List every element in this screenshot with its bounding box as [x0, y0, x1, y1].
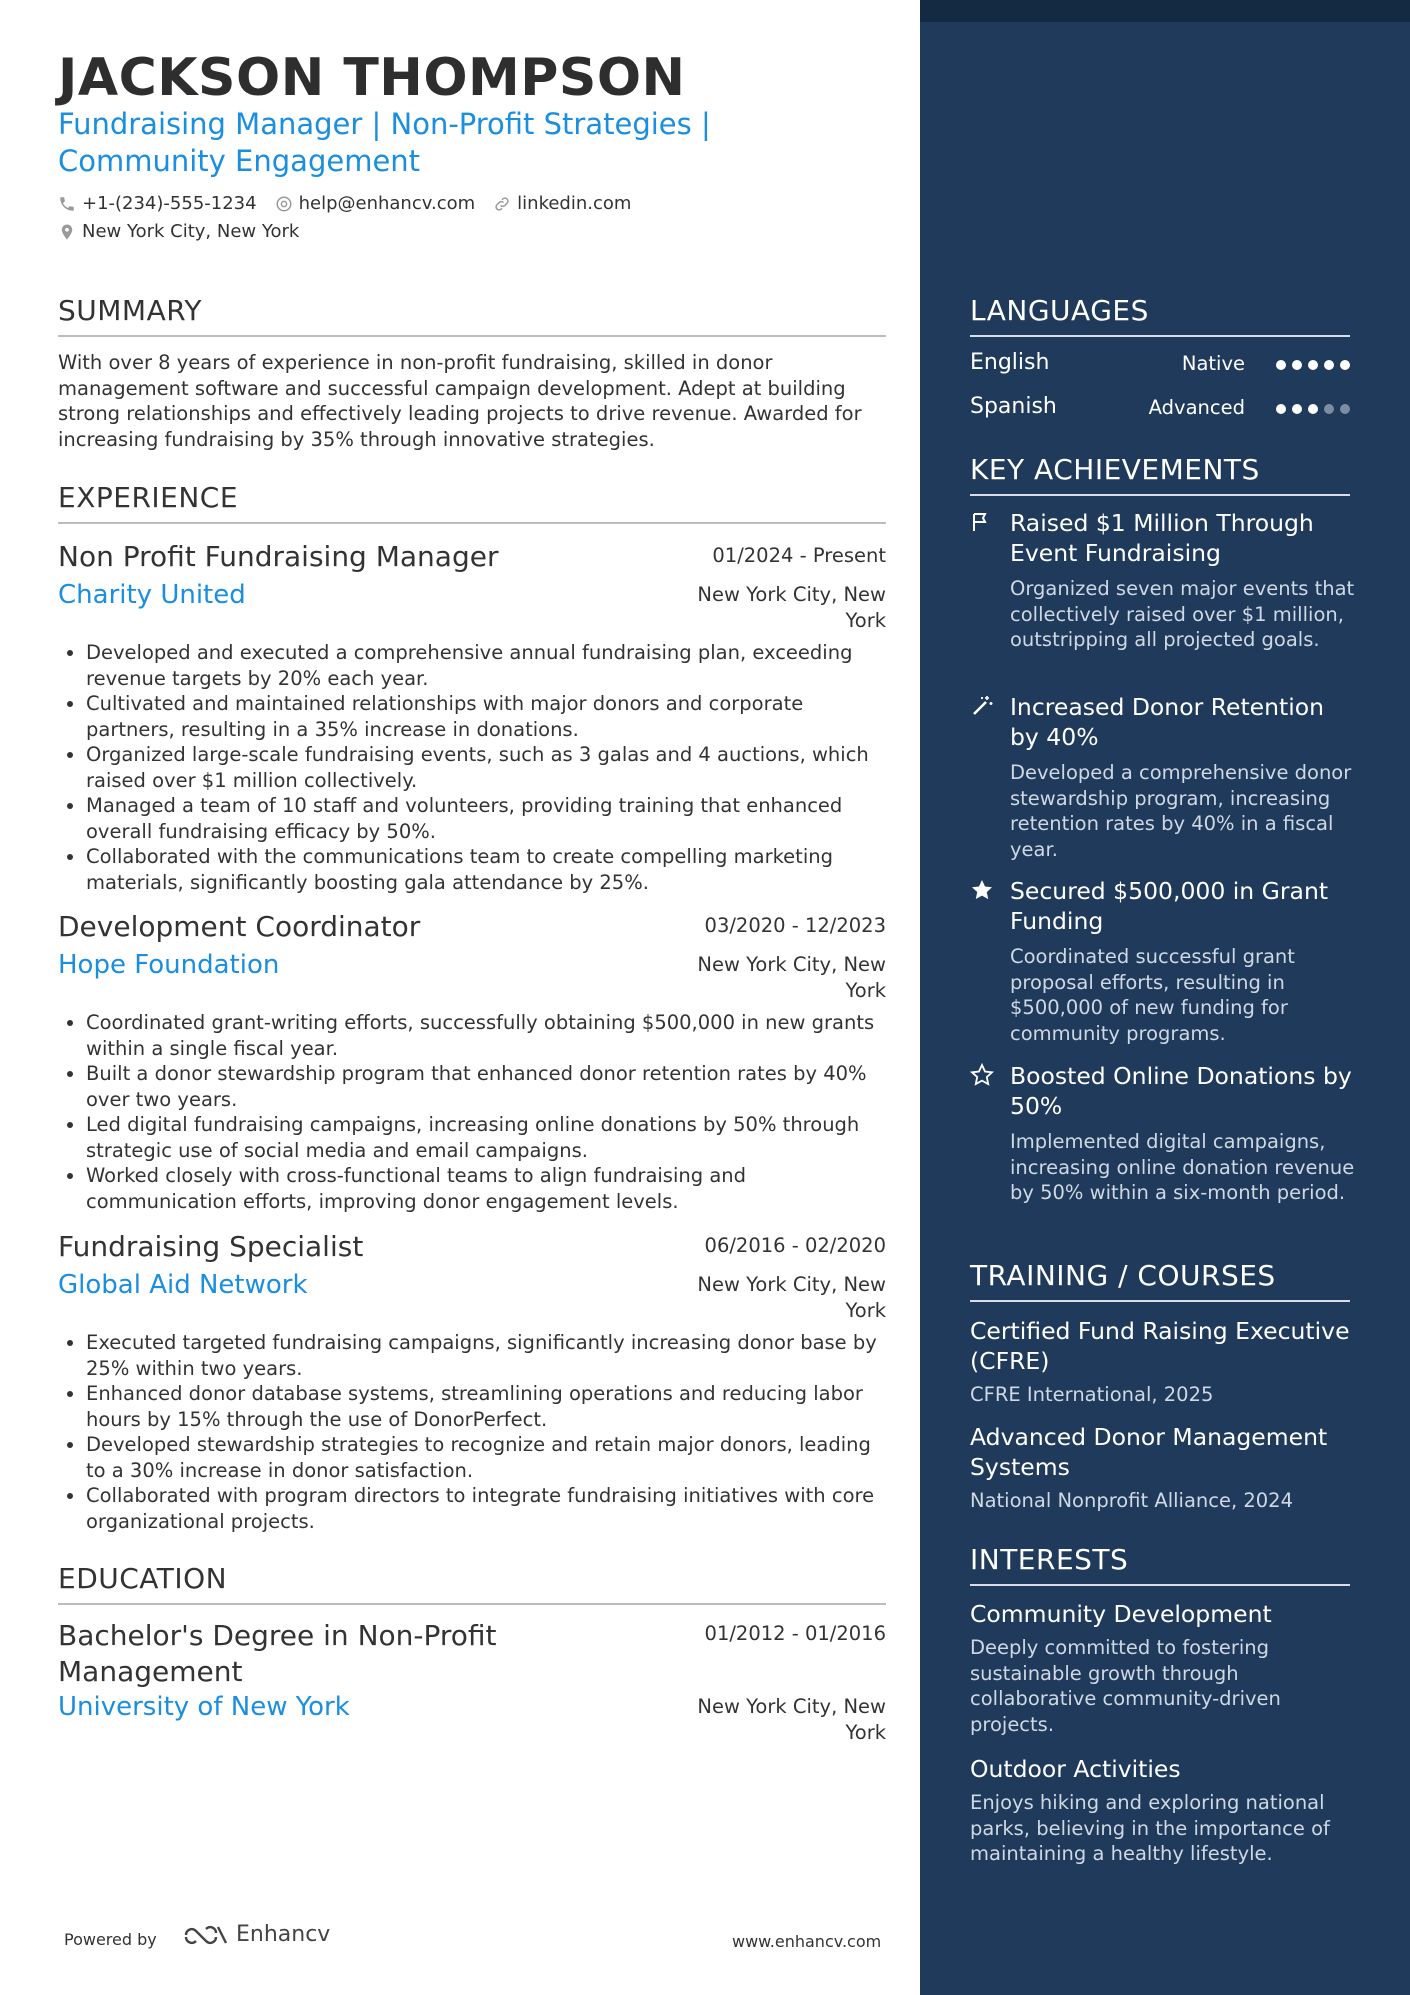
- bullet: • Developed stewardship strategies to recognize and retain major donors, leading to a 30% increase in donor satisfaction.: [86, 1432, 886, 1483]
- job-header: [58, 910, 886, 950]
- job-date: 03/2020 - 12/2023: [704, 914, 886, 937]
- course-item: [970, 1422, 1350, 1514]
- experience-heading: EXPERIENCE: [58, 481, 886, 524]
- education-location: New York City, New York: [697, 1695, 886, 1744]
- language-name: Spanish: [970, 394, 1057, 419]
- school-name: University of New York: [58, 1692, 350, 1722]
- languages-heading: LANGUAGES: [970, 294, 1350, 337]
- bullet: • Cultivated and maintained relationships with major donors and corporate partners, resulting in a 35% increase in donations.: [86, 691, 886, 742]
- job-title: Development Coordinator: [58, 910, 421, 943]
- sidebar: [920, 0, 1410, 1995]
- location-row: [58, 221, 317, 242]
- job-company-row: [58, 1270, 886, 1328]
- summary-heading: SUMMARY: [58, 294, 886, 337]
- location-text: New York City, New York: [82, 221, 300, 242]
- phone-icon: [58, 195, 76, 213]
- job-company-row: [58, 580, 886, 638]
- level-dot-filled: [1308, 404, 1318, 414]
- job-location: New York City, New York: [697, 1273, 886, 1322]
- company-name: Hope Foundation: [58, 950, 280, 980]
- bullet: • Executed targeted fundraising campaigns, significantly increasing donor base by 25% within two years.: [86, 1330, 886, 1381]
- bullet: • Collaborated with the communications team to create compelling marketing materials, significantly boosting gala attendance by 25%.: [86, 844, 886, 895]
- job-date: 06/2016 - 02/2020: [704, 1234, 886, 1257]
- language-level: Advanced: [1148, 396, 1245, 419]
- star-filled-icon: [970, 878, 994, 902]
- course-item: [970, 1316, 1350, 1408]
- job-date: 01/2024 - Present: [712, 544, 886, 567]
- powered-by-label: Powered by: [64, 1930, 157, 1949]
- level-dot-filled: [1292, 404, 1302, 414]
- degree-title: Bachelor's Degree in Non-Profit Management: [58, 1619, 497, 1688]
- job-title: Non Profit Fundraising Manager: [58, 540, 499, 573]
- education-date: 01/2012 - 01/2016: [704, 1622, 886, 1645]
- company-name: Charity United: [58, 580, 246, 610]
- enhancv-logo-icon: [182, 1923, 230, 1947]
- language-level: Native: [1181, 352, 1245, 375]
- job-title: Fundraising Specialist: [58, 1230, 364, 1263]
- headline: Fundraising Manager | Non-Profit Strategies | Community Engagement: [58, 107, 711, 178]
- course-title: Advanced Donor Management Systems: [970, 1423, 1328, 1481]
- enhancv-logo[interactable]: [182, 1922, 330, 1947]
- level-dot-filled: [1324, 360, 1334, 370]
- linkedin-item[interactable]: [493, 193, 631, 214]
- bullet: • Worked closely with cross-functional teams to align fundraising and communication efforts, improving donor engagement levels.: [86, 1163, 886, 1214]
- contact-row: [58, 193, 649, 214]
- email-item[interactable]: [275, 193, 476, 214]
- candidate-name: JACKSON THOMPSON: [58, 48, 686, 108]
- map-pin-icon: [58, 223, 76, 241]
- job-header: [58, 1230, 886, 1270]
- job-bullets: [58, 1010, 886, 1214]
- course-title: Certified Fund Raising Executive (CFRE): [970, 1317, 1350, 1375]
- footer-url[interactable]: www.enhancv.com: [732, 1932, 882, 1951]
- interest-desc: Deeply committed to fostering sustainable growth through collaborative community-driven projects.: [970, 1636, 1281, 1736]
- bullet: • Collaborated with program directors to integrate fundraising initiatives with core organizational projects.: [86, 1483, 886, 1534]
- level-dot-empty: [1340, 404, 1350, 414]
- bullet: • Developed and executed a comprehensive annual fundraising plan, exceeding revenue targets by 20% each year.: [86, 640, 886, 691]
- bullet: • Led digital fundraising campaigns, increasing online donations by 50% through strategic use of social media and email campaigns.: [86, 1112, 886, 1163]
- job-location: New York City, New York: [697, 953, 886, 1002]
- bullet: • Enhanced donor database systems, streamlining operations and reducing labor hours by 15% through the use of DonorPerfect.: [86, 1381, 886, 1432]
- achievement-desc: Coordinated successful grant proposal efforts, resulting in $500,000 of new funding for community programs.: [1010, 945, 1295, 1045]
- language-dots: [1270, 404, 1350, 414]
- level-dot-filled: [1340, 360, 1350, 370]
- course-provider: CFRE International, 2025: [970, 1383, 1214, 1406]
- flag-icon: [970, 510, 994, 534]
- sidebar-top-band: [920, 0, 1410, 22]
- job-entry: [58, 1230, 886, 1533]
- level-dot-filled: [1292, 360, 1302, 370]
- education-header: [58, 1618, 886, 1692]
- interests-heading: INTERESTS: [970, 1543, 1350, 1586]
- achievement-title: Boosted Online Donations by 50%: [1010, 1062, 1352, 1120]
- link-icon: [493, 195, 511, 213]
- language-item: [970, 394, 1350, 424]
- summary-text: With over 8 years of experience in non-profit fundraising, skilled in donor management software and successful campaign development. Adept at building strong relationships and effectively leading projects to drive revenue. Awarded for increasing fundraising by 35% through innovative strategies.: [58, 351, 862, 451]
- bullet: • Built a donor stewardship program that enhanced donor retention rates by 40% over two years.: [86, 1061, 886, 1112]
- email-text[interactable]: help@enhancv.com: [298, 193, 476, 214]
- interest-title: Community Development: [970, 1600, 1272, 1628]
- achievement-desc: Organized seven major events that collectively raised over $1 million, outstripping all projected goals.: [1010, 577, 1355, 651]
- job-entry: [58, 910, 886, 1213]
- course-provider: National Nonprofit Alliance, 2024: [970, 1489, 1293, 1512]
- job-location: New York City, New York: [697, 583, 886, 632]
- job-bullets: [58, 1330, 886, 1534]
- language-dots: [1270, 360, 1350, 370]
- phone-text: +1-(234)-555-1234: [82, 193, 257, 214]
- achievement-title: Increased Donor Retention by 40%: [1010, 693, 1325, 751]
- level-dot-filled: [1308, 360, 1318, 370]
- bullet: • Coordinated grant-writing efforts, successfully obtaining $500,000 in new grants within a single fiscal year.: [86, 1010, 886, 1061]
- job-entry: [58, 540, 886, 894]
- interest-item: [970, 1754, 1355, 1867]
- level-dot-filled: [1276, 404, 1286, 414]
- linkedin-text[interactable]: linkedin.com: [517, 193, 632, 214]
- level-dot-filled: [1276, 360, 1286, 370]
- interest-item: [970, 1599, 1355, 1737]
- level-dot-empty: [1324, 404, 1334, 414]
- education-school-row: [58, 1692, 886, 1750]
- education-heading: EDUCATION: [58, 1562, 886, 1605]
- at-icon: [275, 195, 293, 213]
- bullet: • Organized large-scale fundraising events, such as 3 galas and 4 auctions, which raised over $1 million collectively.: [86, 742, 886, 793]
- magic-wand-icon: [970, 694, 994, 718]
- job-header: [58, 540, 886, 580]
- training-heading: TRAINING / COURSES: [970, 1259, 1350, 1302]
- achievements-heading: KEY ACHIEVEMENTS: [970, 453, 1350, 496]
- language-item: [970, 350, 1350, 380]
- interest-title: Outdoor Activities: [970, 1755, 1181, 1783]
- bullet: • Managed a team of 10 staff and volunteers, providing training that enhanced overall fundraising efficacy by 50%.: [86, 793, 886, 844]
- company-name: Global Aid Network: [58, 1270, 308, 1300]
- job-company-row: [58, 950, 886, 1008]
- achievement-desc: Implemented digital campaigns, increasing online donation revenue by 50% within a six-month period.: [1010, 1130, 1355, 1204]
- enhancv-brand-text: Enhancv: [236, 1922, 331, 1947]
- interest-desc: Enjoys hiking and exploring national parks, believing in the importance of maintaining a healthy lifestyle.: [970, 1791, 1330, 1865]
- achievement-title: Secured $500,000 in Grant Funding: [1010, 877, 1329, 935]
- education-entry: [58, 1618, 886, 1750]
- star-outline-icon: [970, 1063, 994, 1087]
- location-item: [58, 221, 299, 242]
- phone-item: [58, 193, 257, 214]
- achievement-title: Raised $1 Million Through Event Fundraising: [1010, 509, 1314, 567]
- achievement-desc: Developed a comprehensive donor stewardship program, increasing retention rates by 40% in a fiscal year.: [1010, 761, 1352, 861]
- language-name: English: [970, 350, 1050, 375]
- job-bullets: [58, 640, 886, 895]
